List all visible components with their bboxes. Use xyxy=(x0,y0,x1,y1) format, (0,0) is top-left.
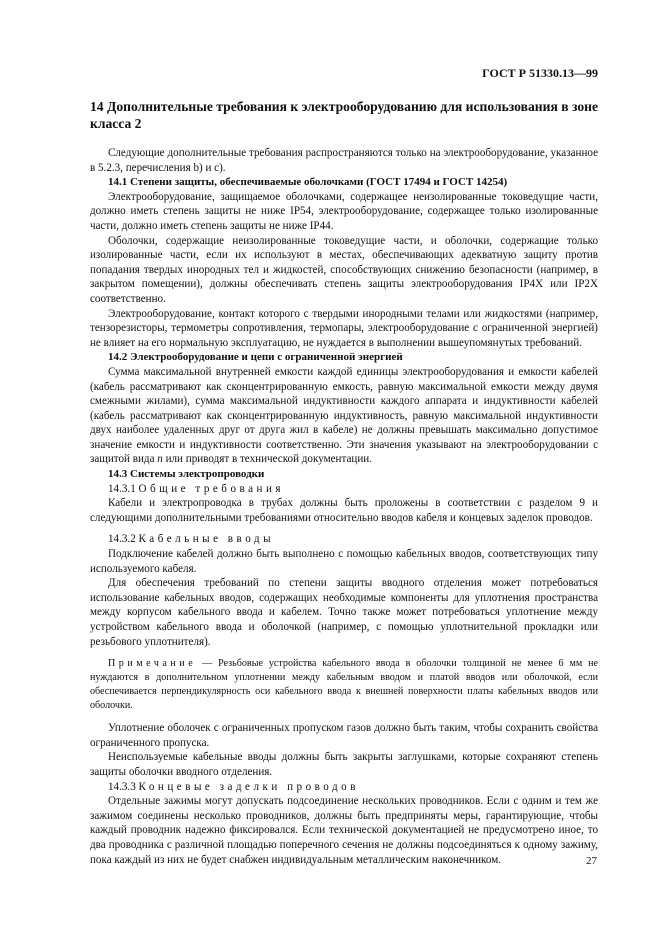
paragraph: Уплотнение оболочек с ограниченных пропуском газов должно быть таким, чтобы сохранить свойства ограниченного пропуска. xyxy=(90,722,598,749)
paragraph-text: Сумма максимальной внутренней емкости каждой единицы электрооборудования и емкости кабелей (кабель рассматривают как сконцентрированную емкость, равную максимальной емкости между двумя смежными жилами), сумма максимальной индуктивности каждого аппарата и индуктивности кабелей (кабель рассматривают как сконцентрированную индуктивность, равную максимальной индуктивности двух наиболее удаленных друг от друга жил в кабеле) не должны превышать максимально допустимое значение емкости и индуктивности соответственно. Эти значения указывают на электрооборудовании с защитой вида xyxy=(90,365,598,466)
paragraph: Подключение кабелей должно быть выполнено с помощью кабельных вводов, соответствующих типу используемого кабеля. xyxy=(90,548,598,575)
paragraph xyxy=(90,365,598,467)
section-title: 14 Дополнительные требования к электрооборудованию для использования в зоне класса 2 xyxy=(90,99,598,131)
paragraph: Неиспользуемые кабельные вводы должны быть закрыты заглушками, которые сохраняют степень защиты оболочки вводного отделения. xyxy=(90,751,598,778)
note xyxy=(90,657,598,713)
paragraph: Кабели и электропроводка в трубах должны быть проложены в соответствии с разделом 9 и следующими дополнительными требованиями относительно вводов кабеля и концевых заделок проводов. xyxy=(90,497,598,524)
subsection-heading: 14.2 Электрооборудование и цепи с ограниченной энергией xyxy=(108,351,403,364)
clause-number: 14.3.1 xyxy=(108,482,136,495)
paragraph: Электрооборудование, контакт которого с твердыми инородными телами или жидкостями (например, тензорезисторы, термометры сопротивления, термопары, электрооборудование с ограниченной энергией) не влияет на его нормальную эксплуатацию, не нуждается в выполнении вышеупомянутых требований. xyxy=(90,307,598,349)
clause-heading xyxy=(90,482,598,497)
paragraph: Следующие дополнительные требования распространяются только на электрооборудование, указанное в 5.2.3, перечисления b) и c). xyxy=(90,147,598,174)
subsection-heading: 14.1 Степени защиты, обеспечиваемые оболочками (ГОСТ 17494 и ГОСТ 14254) xyxy=(108,176,508,189)
clause-title: Концевые заделки проводов xyxy=(138,780,359,793)
page-number: 27 xyxy=(586,855,597,867)
paragraph: Для обеспечения требований по степени защиты вводного отделения может потребоваться использование кабельных вводов, содержащих необходимые компоненты для уплотнения пространства между корпусом кабельного ввода и кабелем. Точно также может потребоваться уплотнение между устройством кабельного ввода и оболочкой (например, с помощью уплотнительной прокладки или резьбового уплотнителя). xyxy=(90,577,598,648)
protection-type: n xyxy=(157,453,163,466)
clause-number: 14.3.3 xyxy=(108,780,136,793)
paragraph: Отдельные зажимы могут допускать подсоединение нескольких проводников. Если с одним и тем же зажимом соединены несколько проводников, должны быть предприняты меры, гарантирующие, чтобы каждый проводник надежно фиксировался. Если технической документацией не предусмотрено иное, то два проводника с различной площадью поперечного сечения не должны подсоединяться к одному зажиму, пока каждый из них не будет снабжен индивидуальным металлическим наконечником. xyxy=(90,795,598,866)
clause-title: Общие требования xyxy=(138,482,284,495)
note-text: — Резьбовые устройства кабельного ввода в оболочки толщиной не менее 6 мм не нуждаются в дополнительном уплотнении между кабельным вводом и платой вводов или оболочкой, если обеспечивается перпендикулярность оси кабельного ввода к внешней поверхности платы кабельных вводов или оболочки. xyxy=(90,658,598,712)
clause-heading xyxy=(90,780,598,795)
clause-heading xyxy=(90,532,598,547)
clause-number: 14.3.2 xyxy=(108,533,136,546)
standard-code: ГОСТ Р 51330.13—99 xyxy=(482,66,598,80)
main-content xyxy=(90,98,598,867)
paragraph-text: или приводят в технической документации. xyxy=(162,453,372,466)
clause-title: Кабельные вводы xyxy=(138,533,275,546)
note-label: Примечание xyxy=(108,658,197,670)
subsection-heading: 14.3 Системы электропроводки xyxy=(108,468,265,481)
paragraph: Оболочки, содержащие неизолированные токоведущие части, и оболочки, содержащие только изолированные части, если их используют в местах, обеспечивающих адекватную защиту против попадания твердых инородных тел и жидкостей, способствующих снижению безопасности (например, в закрытом помещении), должны обеспечивать степень защиты электрооборудования IP4X или IP2X соответственно. xyxy=(90,234,598,305)
paragraph: Электрооборудование, защищаемое оболочками, содержащее неизолированные токоведущие части, должно иметь степень защиты не ниже IP54, электрооборудование, содержащее только изолированные части, должно иметь степень защиты не ниже IP44. xyxy=(90,190,598,232)
